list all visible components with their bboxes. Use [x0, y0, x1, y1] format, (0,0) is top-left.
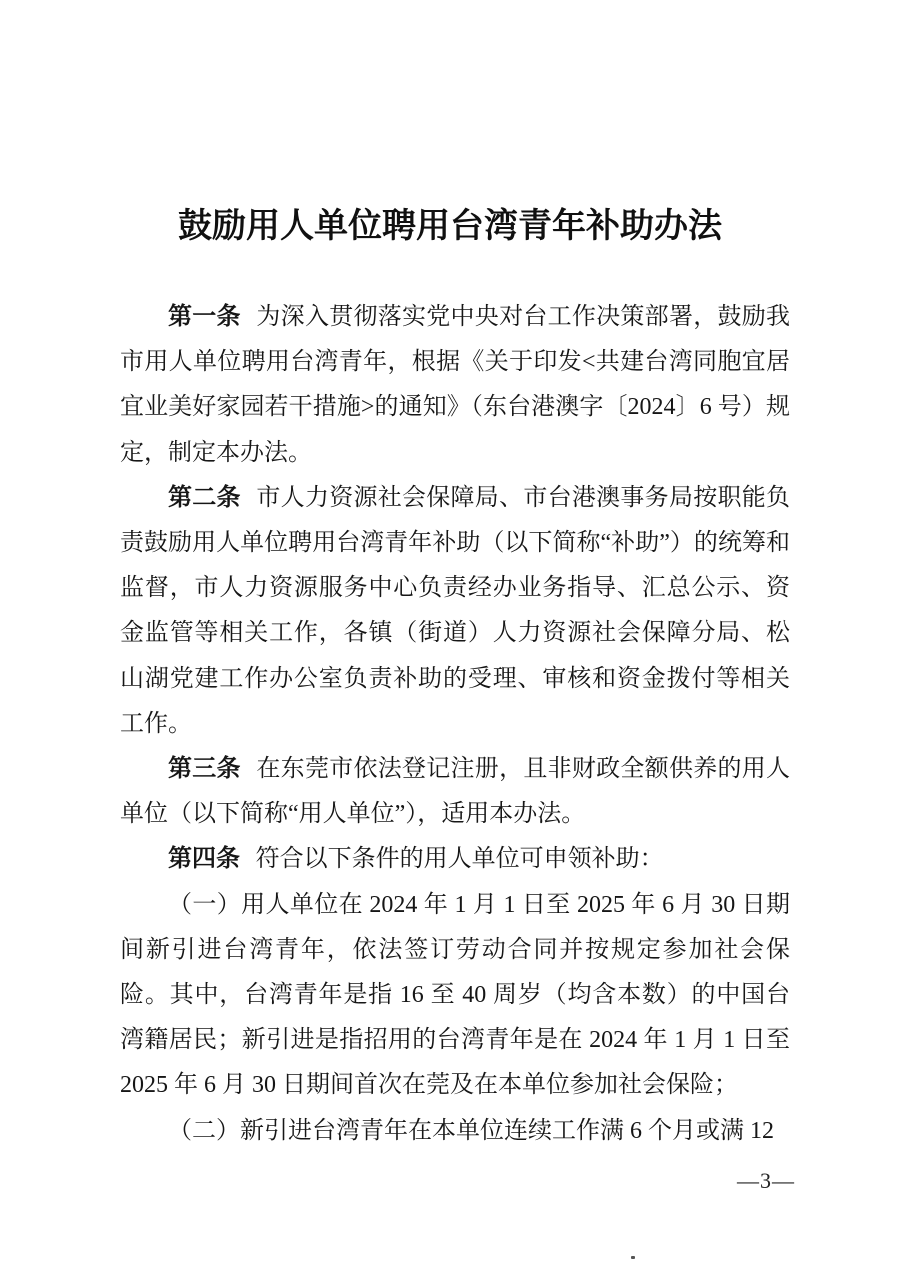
article-3	[120, 747, 790, 837]
article-4-label: 第四条	[168, 846, 240, 873]
clause-2	[120, 1109, 790, 1154]
article-1-label: 第一条	[168, 304, 241, 330]
article-2-label: 第二条	[168, 484, 241, 511]
article-1	[120, 295, 790, 476]
clause-2-text: （二）新引进台湾青年在本单位连续工作满 6 个月或满 12	[168, 1117, 774, 1144]
article-3-text: 在东莞市依法登记注册，且非财政全额供养的用人单位（以下简称“用人单位”），适用本办法。	[120, 756, 791, 828]
article-2-text: 市人力资源社会保障局、市台港澳事务局按职能负责鼓励用人单位聘用台湾青年补助（以下简称“补助”）的统筹和监督，市人力资源服务中心负责经办业务指导、汇总公示、资金监管等相关工作，各镇（街道）人力资源社会保障分局、松山湖党建工作办公室负责补助的受理、审核和资金拨付等相关工作。	[120, 484, 791, 737]
scan-artifact-dot	[631, 1256, 635, 1259]
document-body	[120, 295, 790, 1154]
clause-1	[120, 883, 790, 1109]
article-2	[120, 476, 790, 747]
document-title: 鼓励用人单位聘用台湾青年补助办法	[178, 208, 722, 245]
article-3-label: 第三条	[168, 756, 241, 783]
clause-1-text: （一）用人单位在 2024 年 1 月 1 日至 2025 年 6 月 30 日期间新引进台湾青年，依法签订劳动合同并按规定参加社会保险。其中，台湾青年是指 16 至 40 周岁（均含本数）的中国台湾籍居民；新引进是指招用的台湾青年是在 2024 年 1 月 1 日至 2025 年 6 月 30 日期间首次在莞及在本单位参加社会保险；	[120, 891, 790, 1099]
article-4-text: 符合以下条件的用人单位可申领补助：	[255, 846, 664, 873]
article-4	[120, 837, 790, 882]
page-number: —3—	[737, 1168, 795, 1193]
article-1-text: 为深入贯彻落实党中央对台工作决策部署，鼓励我市用人单位聘用台湾青年，根据《关于印发<共建台湾同胞宜居宜业美好家园若干措施>的通知》（东台港澳字〔2024〕6 号）规定，制定本办法。	[120, 304, 791, 466]
